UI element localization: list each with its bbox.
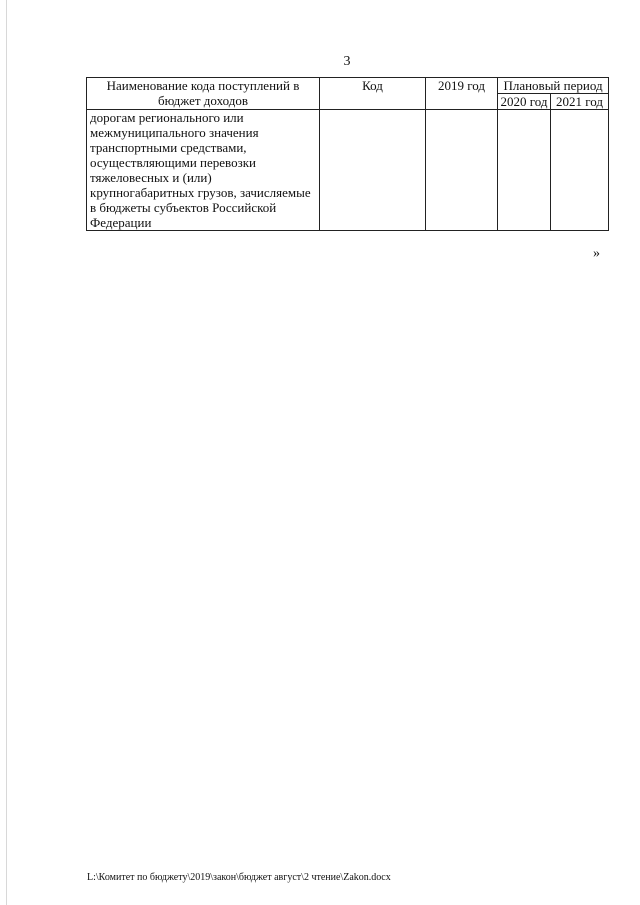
footer-file-path: L:\Комитет по бюджету\2019\закон\бюджет август\2 чтение\Zakon.docx: [87, 872, 391, 883]
row-name-cell: дорогам регионального или межмуниципального значения транспортными средствами, осуществляющими перевозки тяжеловесных и (или) крупногабаритных грузов, зачисляемые в бюджеты субъектов Российской Федерации: [87, 110, 320, 231]
revenue-table: [86, 77, 609, 231]
row-2020-cell: [498, 110, 551, 231]
header-2021: 2021 год: [551, 94, 609, 110]
header-2019: 2019 год: [426, 78, 498, 110]
scan-margin-line: [6, 0, 7, 905]
header-name: Наименование кода поступлений в бюджет доходов: [87, 78, 320, 110]
header-plan-period: Плановый период: [498, 78, 609, 94]
row-2019-cell: [426, 110, 498, 231]
closing-quote: »: [593, 246, 600, 261]
header-2020: 2020 год: [498, 94, 551, 110]
row-2021-cell: [551, 110, 609, 231]
header-code: Код: [320, 78, 426, 110]
table-row: [87, 110, 609, 231]
row-code-cell: [320, 110, 426, 231]
page-number: 3: [343, 54, 351, 69]
